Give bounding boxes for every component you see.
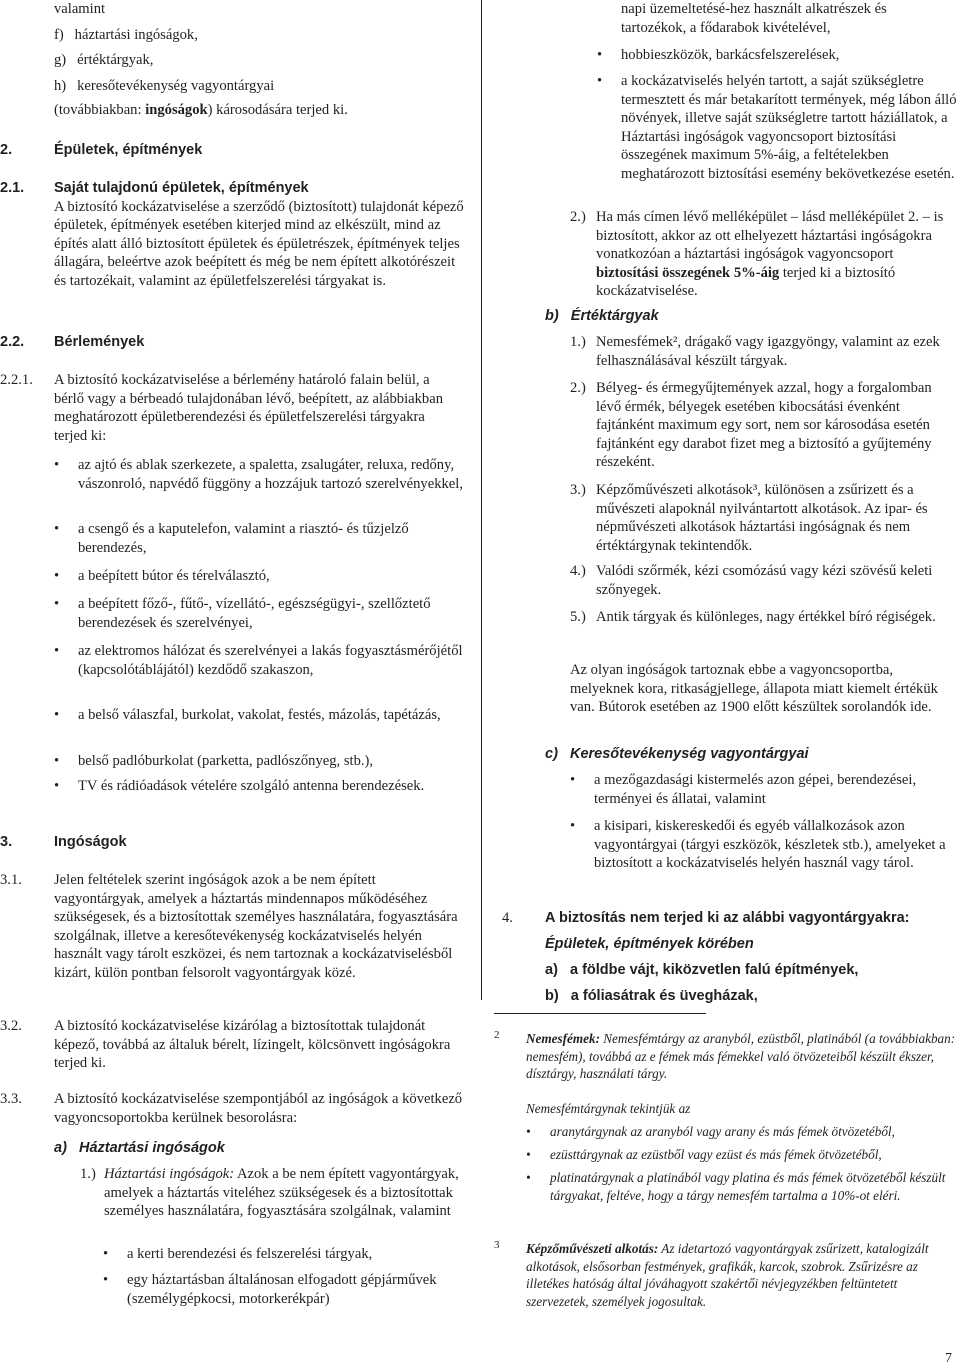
section-2-1-text: A biztosító kockázatviselése a szerződő (biztosított) tulajdonát képező épületek, építmények esetében kiterjed mind az elkészült, mind az építés alatt álló biztosított épületek és épületrészek, építmények teljes állagára, beleértve azok beépített és még be nem épített alkotórészeit és tartozékait, valamint az épületfelszerelési tárgyakat is. bbox=[54, 198, 464, 289]
intro-line: h) keresőtevékenység vagyontárgyai bbox=[54, 77, 275, 94]
footnote-separator bbox=[494, 1013, 706, 1014]
section-4-item-b: b) a fóliasátrak és üvegházak, bbox=[545, 988, 758, 1004]
list-item: • hobbieszközök, barkácsfelszerelések, bbox=[621, 46, 960, 65]
list-item: • TV és rádióadások vételére szolgáló antenna berendezések. bbox=[78, 777, 463, 796]
section-3-3-text: A biztosító kockázatviselése szempontjából az ingóságok a következő vagyoncsoportokba kerülnek besorolásra: bbox=[54, 1091, 463, 1126]
intro-list bbox=[54, 0, 464, 120]
column-divider bbox=[481, 0, 482, 1000]
page-number: 7 bbox=[945, 1351, 952, 1366]
list-item: • a mezőgazdasági kistermelés azon gépei, berendezései, terményei és állatai, valamint bbox=[594, 771, 956, 808]
list-item: • aranytárgynak az aranyból vagy arany és más fémek ötvözetéből, bbox=[550, 1123, 958, 1141]
continued-text: napi üzemeltetésé-hez használt alkatrészek és tartozékok, a fődarabok kivételével, bbox=[621, 1, 887, 36]
section-3-1-text: Jelen feltételek szerint ingóságok azok a be nem épített vagyontárgyak, amelyek a háztartás mindennapos működéséhez szükségesek, és a biztosítottak személyes használatára, fogyasztására szolgálnak, illetve a keresőtevékenység kockázatviselés helyén használt vagy tárolt eszközei, és nem tartoznak a kockázatviselésből kizárt, külön pontban felsorolt vagyontárgyak közé. bbox=[54, 872, 458, 981]
list-item: • az elektromos hálózat és szerelvényei a lakás fogyasztásmérőjétől (kapcsolótáblájától) kezdődő szakaszon, bbox=[78, 642, 463, 679]
subsection-c-title: c) Keresőtevékenység vagyontárgyai bbox=[545, 746, 809, 762]
list-item: • ezüsttárgynak az ezüstből vagy ezüst és más fémek ötvözetéből, bbox=[550, 1146, 958, 1164]
list-item: • az ajtó és ablak szerkezete, a spaletta, zsalugáter, reluxa, redőny, vászonroló, napvédő függöny a hozzájuk tartozó szerelvényekkel, bbox=[78, 456, 463, 493]
intro-line: (továbbiakban: ingóságok) károsodására terjed ki. bbox=[54, 102, 348, 119]
list-item: • belső padlóburkolat (parketta, padlószőnyeg, stb.), bbox=[78, 752, 463, 771]
section-2-1-title: Saját tulajdonú épületek, építmények bbox=[54, 180, 309, 196]
list-item: • a belső válaszfal, burkolat, vakolat, festés, mázolás, tapétázás, bbox=[78, 706, 463, 725]
intro-line: f) háztartási ingóságok, bbox=[54, 26, 198, 43]
list-item: • egy háztartásban általánosan elfogadott gépjárművek (személygépkocsi, motorkerékpár) bbox=[127, 1271, 462, 1308]
section-4-item-a: a) a földbe vájt, kiközvetlen falú építmények, bbox=[545, 962, 859, 978]
list-item: • platinatárgynak a platinából vagy platina és más fémek ötvözetéből készült tárgyakat, feltéve, hogy a tárgy nemesfém tartalma a 10%-ot eléri. bbox=[550, 1169, 958, 1204]
section-4-subtitle: Épületek, építmények körében bbox=[545, 936, 754, 952]
section-2-2-1-text: A biztosító kockázatviselése a bérlemény határoló falain belül, a bérlő vagy a bérbeadó tulajdonában lévő, beépített, az alábbiakban meghatározott épületberendezési és épületfelszerelési tárgyakra terjed ki: bbox=[54, 372, 444, 444]
intro-line: g) értéktárgyak, bbox=[54, 52, 154, 69]
subsection-a-title: a) Háztartási ingóságok bbox=[54, 1140, 225, 1156]
subsection-b-title: b) Értéktárgyak bbox=[545, 308, 659, 324]
list-item: • a csengő és a kaputelefon, valamint a riasztó- és tűzjelző berendezés, bbox=[78, 520, 463, 557]
intro-line: valamint bbox=[54, 1, 106, 17]
subsection-b-note: Az olyan ingóságok tartoznak ebbe a vagyoncsoportba, melyeknek kora, ritkaságjellege, állapota miatt kiemelt értékük van. Bútorok esetében az 1900 előtt készültek sorolandók ide. bbox=[570, 662, 938, 716]
a1-text: Háztartási ingóságok: Azok a be nem épített vagyontárgyak, amelyek a háztartás viteléhez szükségesek és a biztosítottak személyes használatára, fogyasztására szolgálnak, valamint bbox=[104, 1166, 459, 1220]
list-item: • a beépített bútor és térelválasztó, bbox=[78, 567, 463, 586]
list-item: • a kockázatviselés helyén tartott, a saját szükségletre termesztett és már betakarított termények, még lábon álló növények, illetve saját szükségletre tartott háziállatok, a Háztartási ingóságok vagyoncsoport biztosítási összegének maximum 5%-áig, a feltételekben meghatározott biztosítási esemény bekövetkezése esetén. bbox=[621, 72, 960, 184]
list-item: • a kisipari, kiskereskedői és egyéb vállalkozások azon vagyontárgyai (tárgyi eszközök, készletek stb.), amelyeket a biztosított a kockázatviselés helyén használ vagy tárol. bbox=[594, 817, 956, 873]
list-item: • a beépített főző-, fűtő-, vízellátó-, egészségügyi-, szellőztető berendezések és szerelvényei, bbox=[78, 595, 463, 632]
list-item: • a kerti berendezési és felszerelési tárgyak, bbox=[127, 1245, 462, 1264]
a2-text: Ha más címen lévő melléképület – lásd melléképület 2. – is biztosított, akkor az ott elhelyezett háztartási ingóságokra vonatkozóan a háztartási ingóságok vagyoncsoport biztosítási összegének 5%-áig terjed ki a biztosító kockázatviselése. bbox=[596, 209, 944, 300]
section-3-2-text: A biztosító kockázatviselése kizárólag a biztosítottak tulajdonát képező, továbbá az általuk bérelt, lízingelt, kölcsönvett ingóságokra terjed ki. bbox=[54, 1018, 451, 1072]
